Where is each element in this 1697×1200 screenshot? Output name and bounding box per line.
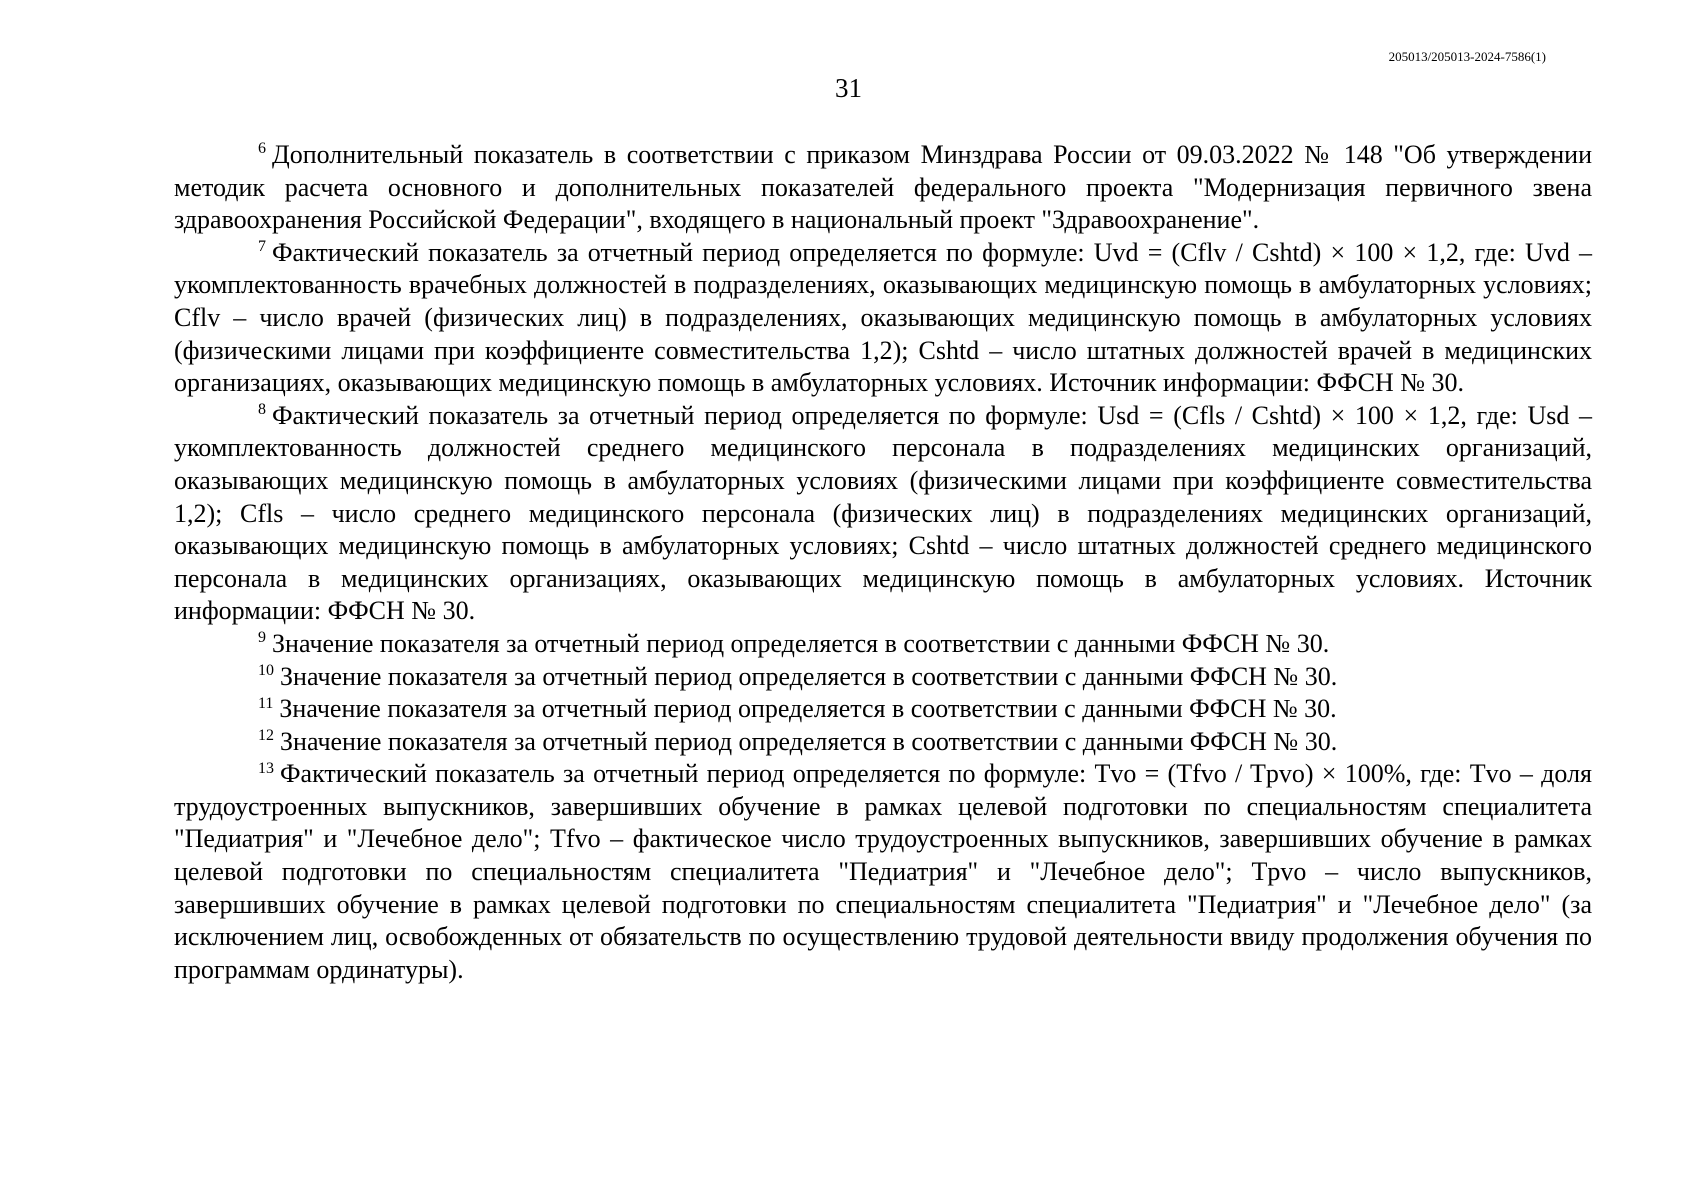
footnote-text: Фактический показатель за отчетный период определяется по формуле: Usd = (Cfls / Cshtd) × 100 × 1,2, где: Usd – укомплектованность должностей среднего медицинского персонала в подразделениях медицинских организаций, оказывающих медицинскую помощь в амбулаторных условиях (физическими лицами при коэффициенте совместительства 1,2); Cfls – число среднего медицинского персонала (физических лиц) в подразделениях медицинских организаций, оказывающих медицинскую помощь в амбулаторных условиях; Cshtd – число штатных должностей среднего медицинского персонала в медицинских организациях, оказывающих медицинскую помощь в амбулаторных условиях. Источник информации: ФФСН № 30. bbox=[174, 400, 1592, 626]
footnote-6 bbox=[174, 139, 1592, 237]
footnote-11 bbox=[174, 693, 1592, 726]
footnote-number: 7 bbox=[258, 238, 266, 256]
footnote-9 bbox=[174, 628, 1592, 661]
footnote-12 bbox=[174, 726, 1592, 759]
footnote-number: 6 bbox=[258, 140, 266, 158]
footnote-10 bbox=[174, 661, 1592, 694]
footnote-text: Фактический показатель за отчетный период определяется по формуле: Tvo = (Tfvo / Tpvo) × 100%, где: Tvo – доля трудоустроенных выпускников, завершивших обучение в рамках целевой подготовки по специальностям специалитета "Педиатрия" и "Лечебное дело"; Tfvo – фактическое число трудоустроенных выпускников, завершивших обучение в рамках целевой подготовки по специальностям специалитета "Педиатрия" и "Лечебное дело"; Tpvo – число выпускников, завершивших обучение в рамках целевой подготовки по специальностям специалитета "Педиатрия" и "Лечебное дело" (за исключением лиц, освобожденных от обязательств по осуществлению трудовой деятельности ввиду продолжения обучения по программам ординатуры). bbox=[174, 759, 1592, 984]
footnote-text: Значение показателя за отчетный период определяется в соответствии с данными ФФСН № 30. bbox=[272, 628, 1330, 658]
page-number: 31 bbox=[835, 73, 862, 103]
footnote-text: Значение показателя за отчетный период определяется в соответствии с данными ФФСН № 30. bbox=[280, 661, 1338, 691]
document-id: 205013/205013-2024-7586(1) bbox=[1388, 49, 1546, 64]
footnote-13 bbox=[174, 758, 1592, 986]
footnote-7 bbox=[174, 237, 1592, 400]
footnotes-section bbox=[174, 139, 1592, 986]
footnote-text: Дополнительный показатель в соответствии с приказом Минздрава России от 09.03.2022 № 148 "Об утверждении методик расчета основного и дополнительных показателей федерального проекта "Модернизация первичного звена здравоохранения Российской Федерации", входящего в национальный проект "Здравоохранение". bbox=[174, 140, 1592, 235]
footnote-8 bbox=[174, 400, 1592, 628]
footnote-number: 8 bbox=[258, 401, 266, 419]
footnote-number: 11 bbox=[258, 694, 274, 712]
footnote-text: Значение показателя за отчетный период определяется в соответствии с данными ФФСН № 30. bbox=[279, 694, 1337, 724]
footnote-number: 12 bbox=[258, 727, 274, 745]
footnote-text: Фактический показатель за отчетный период определяется по формуле: Uvd = (Cflv / Cshtd) × 100 × 1,2, где: Uvd – укомплектованность врачебных должностей в подразделениях, оказывающих медицинскую помощь в амбулаторных условиях; Cflv – число врачей (физических лиц) в подразделениях, оказывающих медицинскую помощь в амбулаторных условиях (физическими лицами при коэффициенте совместительства 1,2); Cshtd – число штатных должностей врачей в медицинских организациях, оказывающих медицинскую помощь в амбулаторных условиях. Источник информации: ФФСН № 30. bbox=[174, 237, 1592, 398]
footnote-number: 13 bbox=[258, 759, 274, 777]
footnote-number: 9 bbox=[258, 629, 266, 647]
footnote-number: 10 bbox=[258, 661, 274, 679]
footnote-text: Значение показателя за отчетный период определяется в соответствии с данными ФФСН № 30. bbox=[280, 726, 1338, 756]
